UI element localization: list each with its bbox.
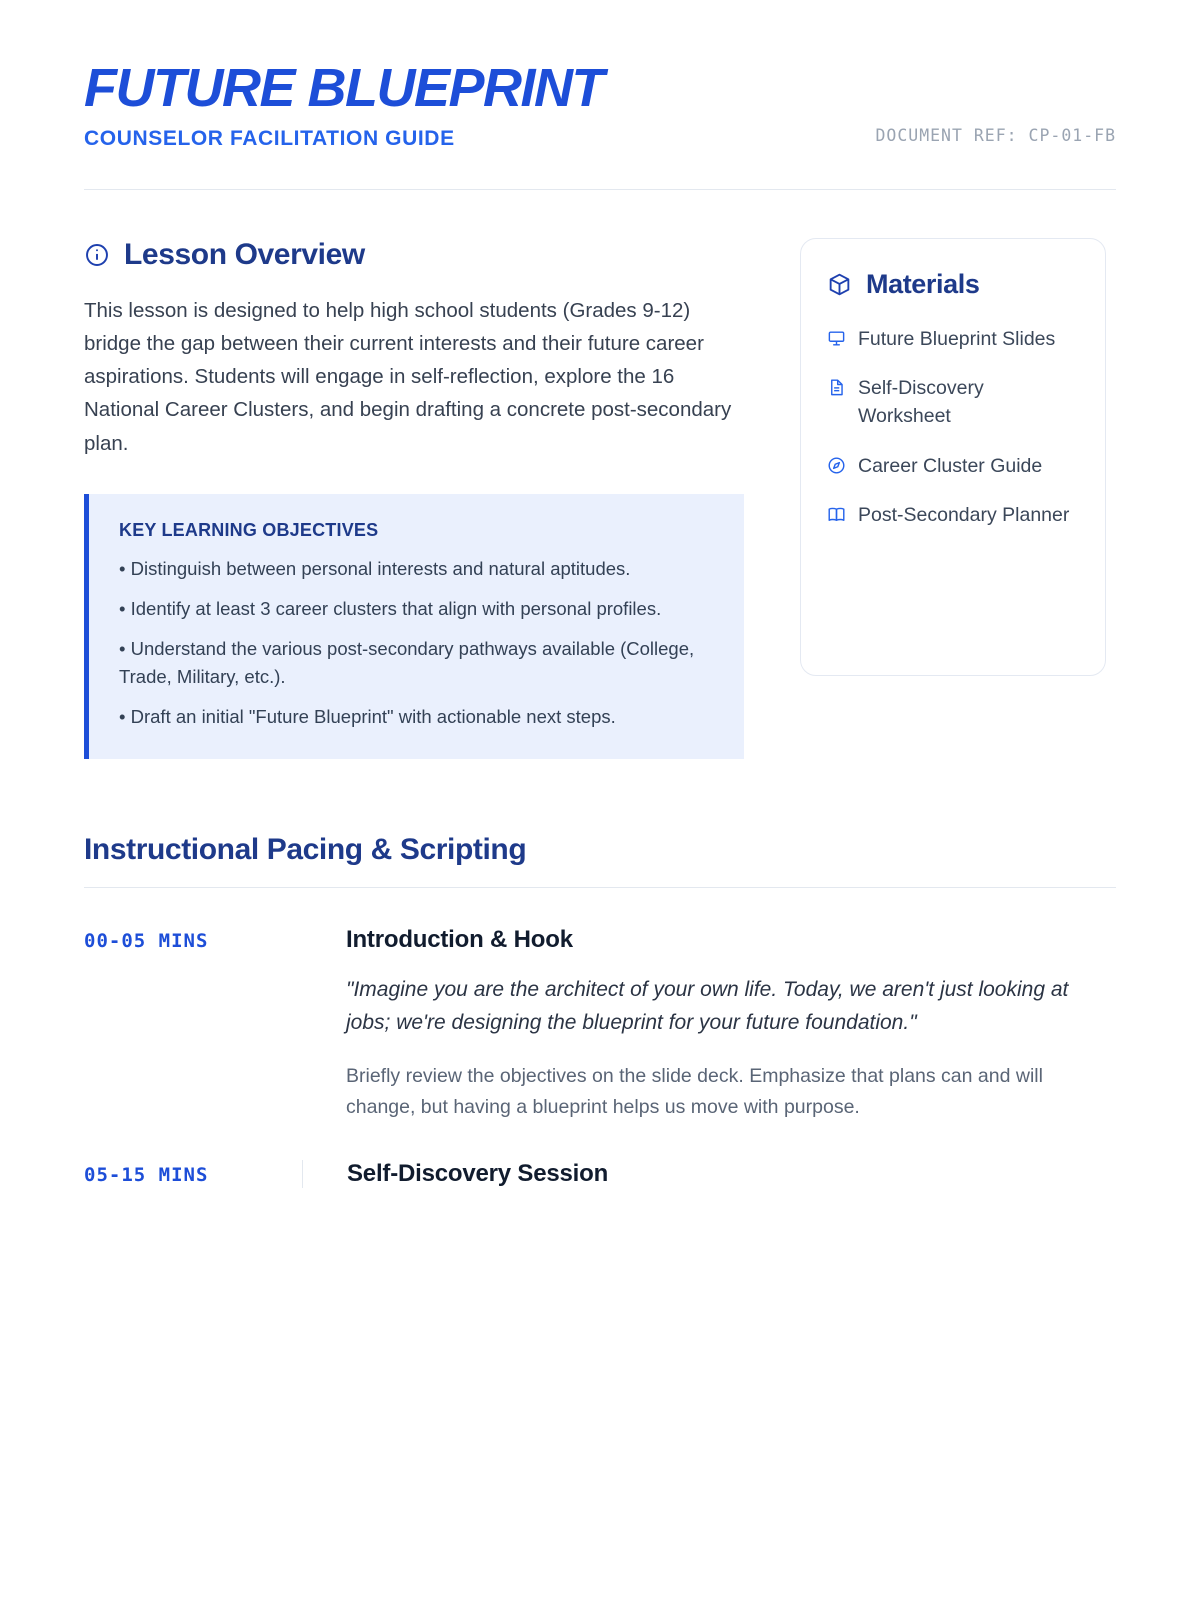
pacing-slot-time: 00-05 MINS: [84, 930, 209, 953]
page-title: FUTURE BLUEPRINT: [84, 58, 603, 118]
pacing-slot-title: Self-Discovery Session: [347, 1159, 609, 1187]
list-item: [827, 502, 1079, 530]
material-label: Post-Secondary Planner: [858, 504, 1070, 527]
lesson-overview-heading: [84, 238, 744, 272]
document-reference: DOCUMENT REF: CP-01-FB: [875, 125, 1116, 145]
material-label: Self-Discovery Worksheet: [858, 377, 984, 428]
pacing-slot-note: Briefly review the objectives on the slide deck. Emphasize that plans can and will change, but having a blueprint helps us move with purpose.: [346, 1065, 1043, 1118]
list-item: [827, 375, 1079, 430]
pacing-section-title: Instructional Pacing & Scripting: [84, 833, 527, 867]
objectives-title: KEY LEARNING OBJECTIVES: [119, 519, 379, 540]
lesson-overview-title: Lesson Overview: [124, 237, 365, 271]
document-header: [84, 60, 1116, 151]
pacing-slot-body: [346, 926, 1116, 1122]
pacing-slot-title: Introduction & Hook: [346, 926, 573, 954]
objective-item: • Identify at least 3 career clusters that align with personal profiles.: [119, 597, 662, 619]
compass-icon: [827, 453, 846, 475]
materials-list: [827, 326, 1079, 530]
material-label: Career Cluster Guide: [858, 454, 1043, 477]
pacing-slot: [84, 926, 1116, 1122]
lesson-overview-section: [84, 238, 744, 760]
materials-heading: [827, 269, 1079, 300]
lesson-overview-paragraph: This lesson is designed to help high school students (Grades 9-12) bridge the gap between their current interests and their future career aspirations. Students will engage in self-reflection, explore the 16 National Career Clusters, and begin drafting a concrete post-secondary plan.: [84, 298, 732, 455]
pacing-slot-time: 05-15 MINS: [84, 1163, 209, 1186]
header-divider: [84, 189, 1116, 190]
materials-section: [800, 238, 1106, 760]
list-item: [827, 453, 1079, 481]
pacing-slot-body: [302, 1160, 1116, 1188]
pacing-divider: [84, 887, 1116, 888]
pacing-slot-script: "Imagine you are the architect of your own life. Today, we aren't just looking at jobs; we're designing the blueprint for your future foundation.": [346, 978, 1069, 1034]
list-item: [827, 326, 1079, 354]
presentation-icon: [827, 326, 846, 348]
brand-block: [84, 60, 603, 151]
key-learning-objectives-callout: [84, 494, 744, 760]
book-icon: [827, 502, 846, 524]
package-icon: [827, 272, 852, 297]
content-columns: [84, 238, 1116, 760]
page-subtitle: COUNSELOR FACILITATION GUIDE: [84, 126, 455, 150]
materials-title: Materials: [866, 268, 980, 299]
objective-item: • Distinguish between personal interests and natural aptitudes.: [119, 557, 631, 579]
info-circle-icon: [84, 242, 110, 268]
materials-card: [800, 238, 1106, 676]
objective-item: • Draft an initial "Future Blueprint" with actionable next steps.: [119, 706, 616, 728]
document-icon: [827, 375, 846, 397]
pacing-slot: [84, 1160, 1116, 1188]
material-label: Future Blueprint Slides: [858, 327, 1056, 350]
objective-item: • Understand the various post-secondary pathways available (College, Trade, Military, etc.).: [119, 637, 695, 688]
